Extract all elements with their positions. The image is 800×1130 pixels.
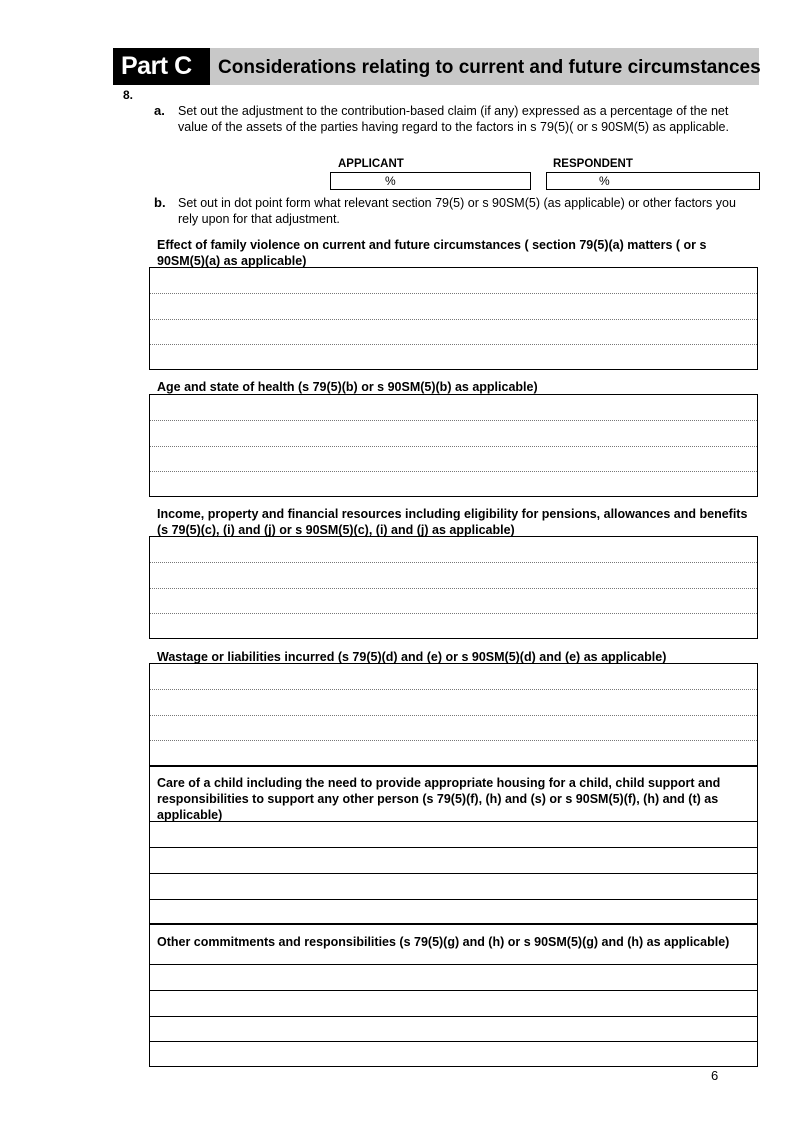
writing-line — [150, 990, 757, 991]
section-income-property-box[interactable] — [149, 536, 758, 639]
applicant-percent-symbol: % — [385, 174, 396, 188]
writing-line — [150, 715, 757, 716]
writing-line — [150, 344, 757, 345]
writing-line — [150, 562, 757, 563]
section-family-violence-box[interactable] — [149, 267, 758, 370]
question-number: 8. — [123, 88, 134, 102]
writing-line — [150, 847, 757, 848]
section-care-of-child-label: Care of a child including the need to provide appropriate housing for a child, child support and responsibilities to support any other person (s 79(5)(f), (h) and (s) or s 90SM(5)(f), (h) and (t) as applicable) — [157, 776, 721, 822]
respondent-percentage-field[interactable] — [546, 172, 760, 190]
writing-line — [150, 319, 757, 320]
applicant-percentage-field[interactable] — [330, 172, 531, 190]
item-a-text: Set out the adjustment to the contribution-based claim (if any) expressed as a percentage of the net value of the assets of the parties having regard to the factors in s 79(5)( or s 90SM(5) as applicable. — [178, 104, 729, 134]
writing-line — [150, 873, 757, 874]
writing-line — [150, 420, 757, 421]
writing-line — [150, 740, 757, 741]
writing-line — [150, 1041, 757, 1042]
part-header-banner — [113, 48, 759, 85]
writing-line — [150, 588, 757, 589]
item-a-letter: a. — [154, 103, 165, 118]
writing-line — [150, 293, 757, 294]
section-income-property-label: Income, property and financial resources including eligibility for pensions, allowances and benefits (s 79(5)(c), (i) and (j) or s 90SM(5)(c), (i) and (j) as applicable) — [157, 507, 748, 537]
respondent-percent-symbol: % — [599, 174, 610, 188]
page-number: 6 — [711, 1068, 719, 1083]
part-label: Part C — [121, 52, 192, 80]
writing-line — [150, 613, 757, 614]
section-age-health-label: Age and state of health (s 79(5)(b) or s 90SM(5)(b) as applicable) — [157, 380, 538, 394]
item-b-text: Set out in dot point form what relevant section 79(5) or s 90SM(5) (as applicable) or other factors you rely upon for that adjustment. — [178, 196, 736, 226]
part-label-box — [113, 48, 210, 85]
section-wastage-box[interactable] — [149, 663, 758, 766]
part-title: Considerations relating to current and future circumstances — [218, 57, 761, 78]
respondent-label: RESPONDENT — [553, 158, 633, 170]
writing-line — [150, 899, 757, 900]
writing-line — [150, 471, 757, 472]
applicant-label: APPLICANT — [338, 158, 404, 170]
item-b-letter: b. — [154, 195, 166, 210]
section-age-health-box[interactable] — [149, 394, 758, 497]
section-wastage-label: Wastage or liabilities incurred (s 79(5)(d) and (e) or s 90SM(5)(d) and (e) as applicable) — [157, 650, 667, 664]
section-family-violence-label: Effect of family violence on current and future circumstances ( section 79(5)(a) matters ( or s 90SM(5)(a) as applicable) — [157, 238, 707, 268]
writing-line — [150, 446, 757, 447]
writing-line — [150, 689, 757, 690]
section-other-commitments-label: Other commitments and responsibilities (s 79(5)(g) and (h) or s 90SM(5)(g) and (h) as applicable) — [157, 935, 730, 949]
writing-line — [150, 1016, 757, 1017]
writing-line — [150, 964, 757, 965]
